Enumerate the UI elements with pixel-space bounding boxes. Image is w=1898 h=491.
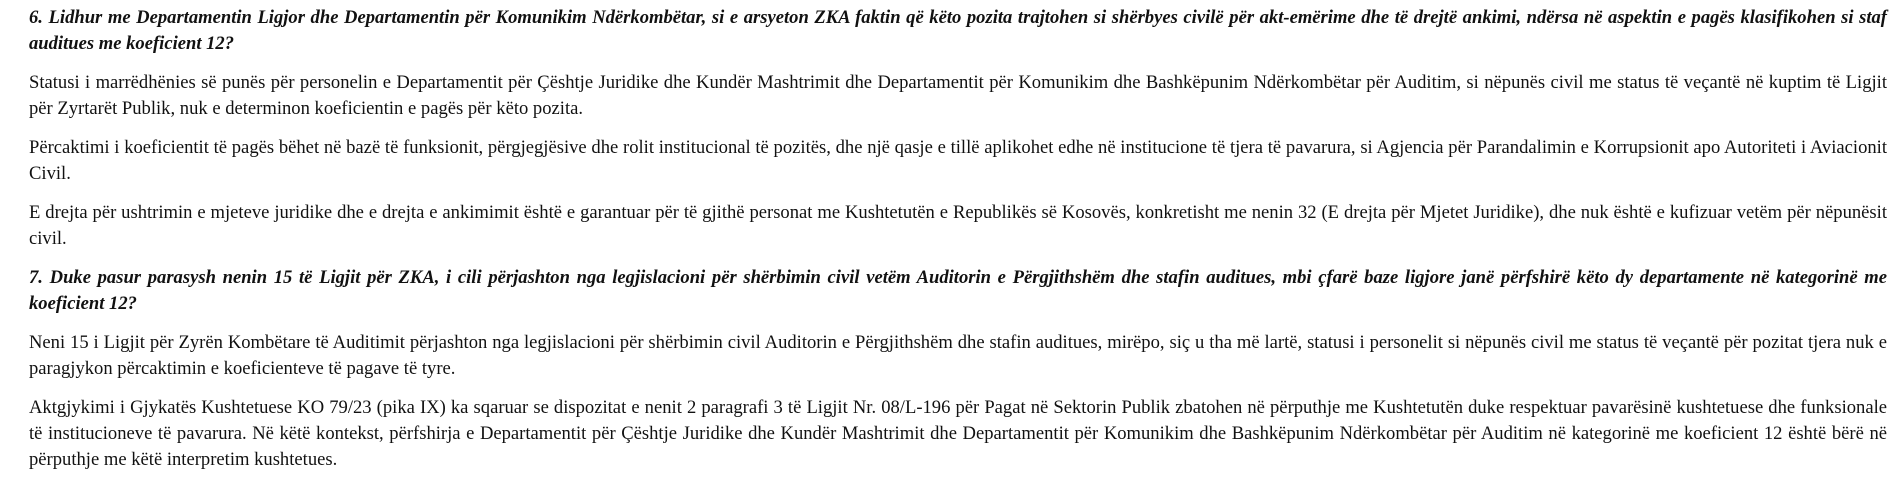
section-7: [29, 265, 1887, 473]
answer-paragraph: Statusi i marrëdhënies së punës për personelin e Departamentit për Çështje Juridike dhe Kundër Mashtrimit dhe Departamentit për Komunikim dhe Bashkëpunim Ndërkombëtar për Auditim, si nëpunës civil me status të veçantë në kuptim të Ligjit për Zyrtarët Publik, nuk e determinon koeficientin e pagës për këto pozita.: [29, 72, 1887, 119]
question-number: 7.: [29, 267, 43, 288]
question-text: Duke pasur parasysh nenin 15 të Ligjit për ZKA, i cili përjashton nga legjislacioni për shërbimin civil vetëm Auditorin e Përgjithshëm dhe stafin auditues, mbi çfarë baze ligjore janë përfshirë këto dy departamente në kategorinë me koeficient 12?: [29, 267, 1887, 314]
section-6: [29, 5, 1887, 252]
question-number: 6.: [29, 7, 43, 28]
answer-paragraph: Aktgjykimi i Gjykatës Kushtetuese KO 79/23 (pika IX) ka sqaruar se dispozitat e nenit 2 paragrafi 3 të Ligjit Nr. 08/L-196 për Pagat në Sektorin Publik zbatohen në përputhje me Kushtetutën duke respektuar pavarësinë kushtetuese dhe funksionale të institucioneve të pavarura. Në këtë kontekst, përfshirja e Departamentit për Çështje Juridike dhe Kundër Mashtrimit dhe Departamentit për Komunikim dhe Bashkëpunim Ndërkombëtar për Auditim në kategorinë me koeficient 12 është bërë në përputhje me këtë interpretim kushtetues.: [29, 397, 1887, 470]
question-6: [29, 5, 1887, 57]
question-7: [29, 265, 1887, 317]
answer-paragraph: Neni 15 i Ligjit për Zyrën Kombëtare të Auditimit përjashton nga legjislacioni për shërbimin civil Auditorin e Përgjithshëm dhe stafin auditues, mirëpo, siç u tha më lartë, statusi i personelit si nëpunës civil me status të veçantë për pozitat tjera nuk e paragjykon përcaktimin e koeficienteve të pagave të tyre.: [29, 332, 1887, 379]
question-text: Lidhur me Departamentin Ligjor dhe Departamentin për Komunikim Ndërkombëtar, si e arsyeton ZKA faktin që këto pozita trajtohen si shërbyes civilë për akt-emërime dhe të drejtë ankimi, ndërsa në aspektin e pagës klasifikohen si staf auditues me koeficient 12?: [29, 7, 1887, 54]
answer-paragraph: Përcaktimi i koeficientit të pagës bëhet në bazë të funksionit, përgjegjësive dhe rolit institucional të pozitës, dhe një qasje e tillë aplikohet edhe në institucione të tjera të pavarura, si Agjencia për Parandalimin e Korrupsionit apo Autoriteti i Aviacionit Civil.: [29, 137, 1887, 184]
answer-paragraph: E drejta për ushtrimin e mjeteve juridike dhe e drejta e ankimimit është e garantuar për të gjithë personat me Kushtetutën e Republikës së Kosovës, konkretisht me nenin 32 (E drejta për Mjetet Juridike), dhe nuk është e kufizuar vetëm për nëpunësit civil.: [29, 202, 1887, 249]
document-body: [29, 5, 1887, 486]
